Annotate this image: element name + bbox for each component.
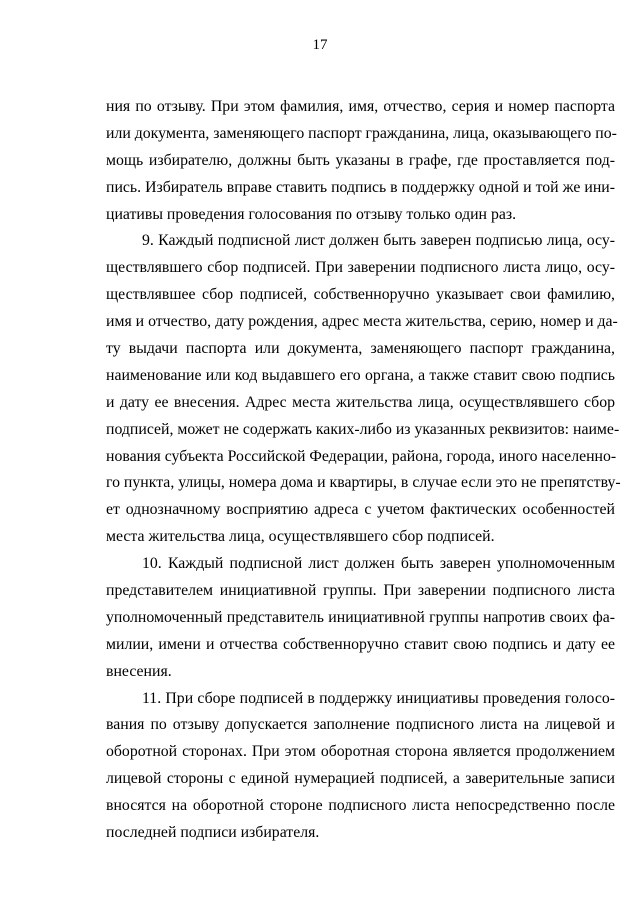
text-line: оборотной сторонах. При этом оборотная сторона является продолжением [106,743,615,761]
text-line: ту выдачи паспорта или документа, заменяющего паспорт гражданина, [106,340,615,358]
text-line: представителем инициативной группы. При заверении подписного листа [106,582,615,600]
text-line: 11. При сборе подписей в поддержку инициативы проведения голосо- [142,689,615,707]
text-line: лицевой стороны с единой нумерацией подписей, а заверительные записи [106,770,615,788]
text-line: уполномоченный представитель инициативной группы напротив своих фа- [106,608,615,626]
text-line: 9. Каждый подписной лист должен быть заверен подписью лица, осу- [142,232,615,250]
text-line: ществлявшее сбор подписей, собственноручно указывает свои фамилию, [106,286,615,304]
paragraph-item-11 [106,686,615,847]
text-line: ния по отзыву. При этом фамилия, имя, отчество, серия и номер паспорта [106,98,615,115]
text-line: наименование или код выдавшего его органа, а также ставит свою подпись [106,366,615,384]
text-line: вносятся на оборотной стороне подписного листа непосредственно после [106,797,615,815]
paragraph-item-9 [106,228,621,551]
text-line: вания по отзыву допускается заполнение подписного листа на лицевой и [106,716,615,734]
text-line: пись. Избиратель вправе ставить подпись в поддержку одной и той же ини- [106,178,615,196]
text-line: и дату ее внесения. Адрес места жительства лица, осуществлявшего сбор [106,393,615,411]
text-line: последней подписи избирателя. [106,824,320,842]
text-line: го пункта, улицы, номера дома и квартиры, в случае если это не препятству- [106,474,621,492]
text-line: имя и отчество, дату рождения, адрес места жительства, серию, номер и да- [106,313,618,331]
text-line: циативы проведения голосования по отзыву только один раз. [106,205,517,223]
text-line: места жительства лица, осуществлявшего сбор подписей. [106,528,495,546]
text-line: ет однозначному восприятию адреса с учетом фактических особенностей [106,501,615,519]
text-line: милии, имени и отчества собственноручно ставит свою подпись и дату ее [106,635,615,653]
text-line: мощь избирателю, должны быть указаны в графе, где проставляется под- [106,151,615,169]
paragraph-continuation [106,94,615,228]
text-line: 10. Каждый подписной лист должен быть заверен уполномоченным [142,555,615,573]
text-line: ществлявшего сбор подписей. При заверении подписного листа лицо, осу- [106,259,615,277]
text-line: внесения. [106,662,172,680]
text-line: нования субъекта Российской Федерации, района, города, иного населенно- [106,447,617,465]
document-body [106,94,621,847]
text-line: подписей, может не содержать каких-либо из указанных реквизитов: наиме- [106,420,620,438]
paragraph-item-10 [106,551,615,685]
page-number: 17 [312,37,328,53]
text-line: или документа, заменяющего паспорт гражданина, лица, оказывающего по- [106,124,617,142]
